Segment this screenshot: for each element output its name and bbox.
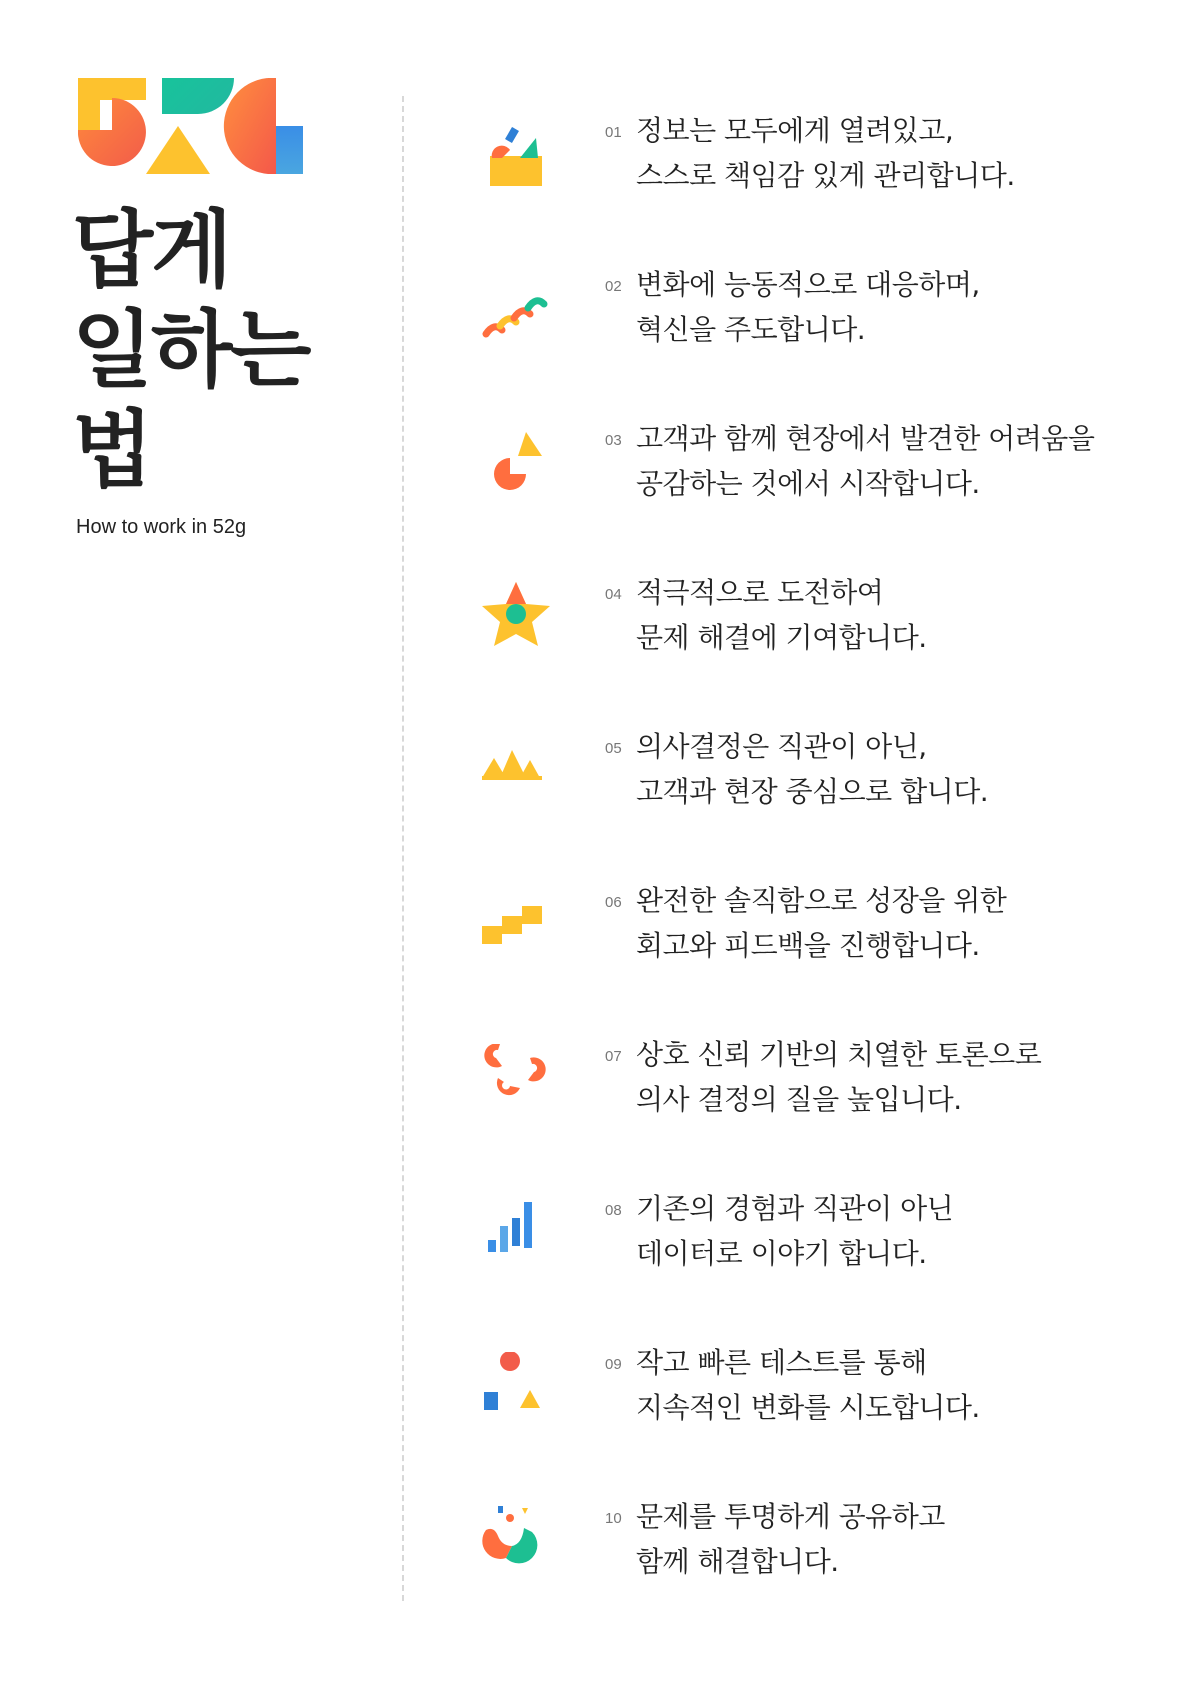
- principle-number: 09: [605, 1356, 622, 1373]
- principle-item: [480, 576, 1140, 722]
- principle-number: 03: [605, 432, 622, 449]
- principle-number: 05: [605, 740, 622, 757]
- title-line-3: 법: [72, 401, 152, 499]
- principle-number: 10: [605, 1510, 622, 1527]
- shared-bowl-icon: [480, 1506, 560, 1586]
- principle-line: 정보는 모두에게 열려있고,: [636, 114, 954, 147]
- star-icon: [480, 582, 560, 662]
- principle-line: 혁신을 주도합니다.: [636, 313, 866, 346]
- principle-line: 문제 해결에 기여합니다.: [636, 621, 927, 654]
- principle-line: 변화에 능동적으로 대응하며,: [636, 268, 980, 301]
- principle-item: [480, 884, 1140, 1030]
- circular-arrows-icon: [480, 1044, 560, 1124]
- principle-line: 의사 결정의 질을 높입니다.: [636, 1083, 962, 1116]
- principle-item: [480, 114, 1140, 260]
- principle-line: 작고 빠른 테스트를 통해: [636, 1346, 927, 1379]
- title-line-2: 일하는: [72, 301, 310, 399]
- principle-text: [636, 1186, 953, 1276]
- principle-text: [636, 1032, 1041, 1122]
- principle-item: [480, 1192, 1140, 1338]
- principle-line: 데이터로 이야기 합니다.: [636, 1237, 927, 1270]
- principle-text: [636, 262, 980, 352]
- principle-number: 04: [605, 586, 622, 603]
- principle-line: 상호 신뢰 기반의 치열한 토론으로: [636, 1038, 1042, 1071]
- bar-chart-icon: [480, 1198, 560, 1278]
- principle-text: [636, 416, 1094, 506]
- principle-line: 스스로 책임감 있게 관리합니다.: [636, 159, 1015, 192]
- 52g-logo-icon: [78, 78, 303, 178]
- principle-text: [636, 878, 1006, 968]
- principle-item: [480, 1500, 1140, 1646]
- principle-number: 07: [605, 1048, 622, 1065]
- principle-item: [480, 1346, 1140, 1492]
- shapes-icon: [480, 1352, 560, 1432]
- principle-line: 지속적인 변화를 시도합니다.: [636, 1391, 980, 1424]
- principle-line: 기존의 경험과 직관이 아닌: [636, 1192, 954, 1225]
- principle-line: 의사결정은 직관이 아닌,: [636, 730, 927, 763]
- principle-text: [636, 724, 988, 814]
- principle-line: 완전한 솔직함으로 성장을 위한: [636, 884, 1007, 917]
- principle-text: [636, 108, 1015, 198]
- principle-line: 고객과 함께 현장에서 발견한 어려움을: [636, 422, 1095, 455]
- principle-text: [636, 1494, 945, 1584]
- principle-number: 01: [605, 124, 622, 141]
- ballot-box-icon: [480, 120, 560, 200]
- title-line-1: 답게: [72, 201, 231, 299]
- stairs-icon: [480, 890, 560, 970]
- principle-line: 회고와 피드백을 진행합니다.: [636, 929, 980, 962]
- wave-chain-icon: [480, 274, 560, 354]
- principle-item: [480, 268, 1140, 414]
- principle-item: [480, 730, 1140, 876]
- principle-line: 문제를 투명하게 공유하고: [636, 1500, 945, 1533]
- principle-number: 06: [605, 894, 622, 911]
- pie-triangle-icon: [480, 428, 560, 508]
- principle-item: [480, 422, 1140, 568]
- page-subtitle: How to work in 52g: [76, 516, 247, 538]
- principle-item: [480, 1038, 1140, 1184]
- principle-line: 공감하는 것에서 시작합니다.: [636, 467, 980, 500]
- principle-line: 고객과 현장 중심으로 합니다.: [636, 775, 989, 808]
- principle-line: 적극적으로 도전하여: [636, 576, 884, 609]
- principle-number: 02: [605, 278, 622, 295]
- page-title: [72, 200, 309, 500]
- dashed-divider: [402, 96, 404, 1601]
- principle-text: [636, 1340, 980, 1430]
- principle-text: [636, 570, 927, 660]
- principle-line: 함께 해결합니다.: [636, 1545, 839, 1578]
- principle-number: 08: [605, 1202, 622, 1219]
- mountains-icon: [480, 736, 560, 816]
